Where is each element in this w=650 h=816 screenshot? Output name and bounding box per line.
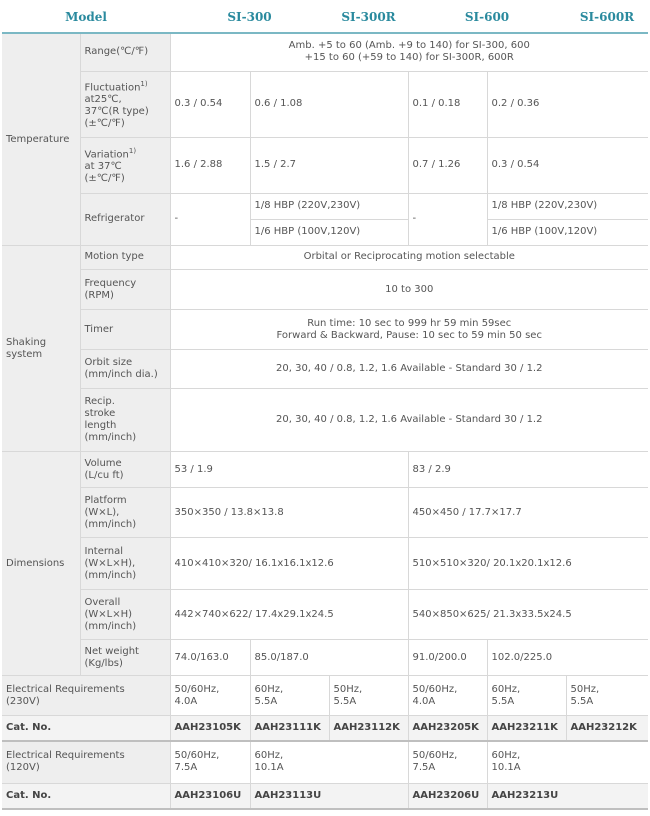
refrigerator-row-230 bbox=[2, 193, 648, 219]
fluct-si300: 0.3 / 0.54 bbox=[170, 71, 250, 137]
variation-label bbox=[80, 137, 170, 193]
orbit-label-a: Orbit size bbox=[84, 357, 133, 368]
internal-label-c: (mm/inch) bbox=[84, 569, 137, 581]
cat120-row bbox=[2, 783, 648, 809]
orbit-label-b: (mm/inch dia.) bbox=[84, 369, 158, 380]
internal-si300: 410×410×320/ 16.1x16.1x12.6 bbox=[170, 538, 408, 590]
internal-label-b: (W×L×H), bbox=[84, 557, 136, 569]
elec120-row bbox=[2, 741, 648, 783]
weight-row bbox=[2, 640, 648, 676]
var-si300r: 1.5 / 2.7 bbox=[250, 137, 408, 193]
cat120-n3: AAH23206U bbox=[408, 783, 487, 809]
model-si600: SI-600 bbox=[408, 2, 566, 33]
fluct-si600r: 0.2 / 0.36 bbox=[487, 71, 648, 137]
volume-si300: 53 / 1.9 bbox=[170, 452, 408, 488]
timer-line1: Run time: 10 sec to 999 hr 59 min 59sec bbox=[307, 317, 512, 329]
recip-label-b: stroke bbox=[84, 408, 116, 419]
fluct-label-d: (±℃/℉) bbox=[84, 118, 125, 130]
elec120-label bbox=[2, 741, 170, 783]
fluct-si300r: 0.6 / 1.08 bbox=[250, 71, 408, 137]
elec120-c3-a: 50/60Hz, bbox=[412, 750, 458, 762]
var-label-c: (±℃/℉) bbox=[84, 173, 125, 185]
internal-label bbox=[80, 538, 170, 590]
refrig-si600r-120: 1/6 HBP (100V,120V) bbox=[487, 219, 648, 245]
timer-line2: Forward & Backward, Pause: 10 sec to 59 min 50 sec bbox=[276, 329, 542, 341]
var-label-a: Variation bbox=[84, 149, 129, 161]
elec120-c3-b: 7.5A bbox=[412, 762, 436, 774]
cat120-label: Cat. No. bbox=[2, 783, 170, 809]
platform-si300: 350×350 / 13.8×13.8 bbox=[170, 488, 408, 538]
elec120-c3 bbox=[408, 741, 487, 783]
overall-si300: 442×740×622/ 17.4x29.1x24.5 bbox=[170, 590, 408, 640]
overall-row bbox=[2, 590, 648, 640]
fluctuation-label bbox=[80, 71, 170, 137]
weight-label-a: Net weight bbox=[84, 645, 139, 657]
motion-value: Orbital or Reciprocating motion selectable bbox=[170, 246, 648, 270]
weight-si600r: 102.0/225.0 bbox=[487, 640, 648, 676]
timer-label: Timer bbox=[80, 310, 170, 350]
elec120-c2-a: 60Hz, bbox=[254, 750, 284, 762]
elec230-c5-b: 5.5A bbox=[491, 695, 515, 707]
elec230-c5 bbox=[487, 676, 566, 716]
shaking-group-b: system bbox=[6, 348, 43, 360]
var-sup: 1) bbox=[128, 146, 137, 155]
volume-label-a: Volume bbox=[84, 457, 122, 469]
fluct-sup: 1) bbox=[140, 79, 148, 88]
timer-value bbox=[170, 310, 648, 350]
spec-table bbox=[2, 2, 648, 810]
elec230-label-b: (230V) bbox=[6, 695, 40, 707]
shaking-group bbox=[2, 246, 80, 452]
overall-label-c: (mm/inch) bbox=[84, 620, 137, 632]
orbit-label bbox=[80, 350, 170, 389]
recip-row bbox=[2, 389, 648, 452]
var-si300: 1.6 / 2.88 bbox=[170, 137, 250, 193]
elec230-c1-b: 4.0A bbox=[174, 695, 198, 707]
range-line1: Amb. +5 to 60 (Amb. +9 to 140) for SI-300, 600 bbox=[288, 40, 530, 52]
fluct-label-c: 37℃(R type) bbox=[84, 106, 149, 118]
elec120-c1-a: 50/60Hz, bbox=[174, 750, 220, 762]
fluctuation-row bbox=[2, 71, 648, 137]
cat230-n3: AAH23112K bbox=[329, 716, 408, 742]
orbit-value: 20, 30, 40 / 0.8, 1.2, 1.6 Available - Standard 30 / 1.2 bbox=[170, 350, 648, 389]
refrig-si600: - bbox=[408, 193, 487, 245]
overall-label-a: Overall bbox=[84, 596, 121, 608]
range-value bbox=[170, 33, 648, 71]
elec120-c2 bbox=[250, 741, 408, 783]
weight-si300: 74.0/163.0 bbox=[170, 640, 250, 676]
elec230-c6 bbox=[566, 676, 648, 716]
header-row bbox=[2, 2, 648, 33]
var-label-b: at 37℃ bbox=[84, 161, 122, 173]
elec230-c4 bbox=[408, 676, 487, 716]
elec230-c3 bbox=[329, 676, 408, 716]
shaking-group-a: Shaking bbox=[6, 336, 47, 348]
elec120-c4-b: 10.1A bbox=[491, 762, 521, 774]
internal-si600: 510×510×320/ 20.1x20.1x12.6 bbox=[408, 538, 648, 590]
elec230-row bbox=[2, 676, 648, 716]
elec120-c2-b: 10.1A bbox=[254, 762, 284, 774]
recip-value: 20, 30, 40 / 0.8, 1.2, 1.6 Available - Standard 30 / 1.2 bbox=[170, 389, 648, 452]
elec120-c1 bbox=[170, 741, 250, 783]
refrig-si300r-120: 1/6 HBP (100V,120V) bbox=[250, 219, 408, 245]
elec230-c2 bbox=[250, 676, 329, 716]
volume-label bbox=[80, 452, 170, 488]
motion-row bbox=[2, 246, 648, 270]
model-si300: SI-300 bbox=[170, 2, 329, 33]
model-header: Model bbox=[2, 2, 170, 33]
timer-row bbox=[2, 310, 648, 350]
platform-label-b: (W×L), bbox=[84, 506, 120, 518]
temperature-group: Temperature bbox=[2, 33, 80, 246]
volume-si600: 83 / 2.9 bbox=[408, 452, 648, 488]
frequency-row bbox=[2, 270, 648, 310]
cat230-n1: AAH23105K bbox=[170, 716, 250, 742]
elec120-label-b: (120V) bbox=[6, 762, 40, 774]
volume-label-b: (L/cu ft) bbox=[84, 469, 124, 481]
motion-label: Motion type bbox=[80, 246, 170, 270]
cat230-n4: AAH23205K bbox=[408, 716, 487, 742]
overall-label bbox=[80, 590, 170, 640]
dimensions-group: Dimensions bbox=[2, 452, 80, 676]
elec230-c4-a: 50/60Hz, bbox=[412, 683, 458, 695]
cat120-n4: AAH23213U bbox=[487, 783, 648, 809]
freq-label-b: (RPM) bbox=[84, 289, 114, 301]
var-si600: 0.7 / 1.26 bbox=[408, 137, 487, 193]
weight-si600: 91.0/200.0 bbox=[408, 640, 487, 676]
elec230-c2-b: 5.5A bbox=[254, 695, 278, 707]
cat230-n6: AAH23212K bbox=[566, 716, 648, 742]
cat120-n2: AAH23113U bbox=[250, 783, 408, 809]
range-line2: +15 to 60 (+59 to 140) for SI-300R, 600R bbox=[304, 52, 514, 64]
elec230-c1 bbox=[170, 676, 250, 716]
weight-si300r: 85.0/187.0 bbox=[250, 640, 408, 676]
refrig-si300r-230: 1/8 HBP (220V,230V) bbox=[250, 193, 408, 219]
volume-row bbox=[2, 452, 648, 488]
elec230-c1-a: 50/60Hz, bbox=[174, 683, 220, 695]
recip-label bbox=[80, 389, 170, 452]
platform-si600: 450×450 / 17.7×17.7 bbox=[408, 488, 648, 538]
platform-label bbox=[80, 488, 170, 538]
platform-label-a: Platform bbox=[84, 494, 127, 506]
model-si600r: SI-600R bbox=[566, 2, 648, 33]
refrig-si600r-230: 1/8 HBP (220V,230V) bbox=[487, 193, 648, 219]
frequency-label bbox=[80, 270, 170, 310]
frequency-value: 10 to 300 bbox=[170, 270, 648, 310]
overall-si600: 540×850×625/ 21.3x33.5x24.5 bbox=[408, 590, 648, 640]
elec230-c5-a: 60Hz, bbox=[491, 683, 521, 695]
elec120-c4 bbox=[487, 741, 648, 783]
weight-label bbox=[80, 640, 170, 676]
overall-label-b: (W×L×H) bbox=[84, 608, 133, 620]
elec230-c3-a: 50Hz, bbox=[333, 683, 363, 695]
elec230-label bbox=[2, 676, 170, 716]
elec230-c4-b: 4.0A bbox=[412, 695, 436, 707]
elec230-c3-b: 5.5A bbox=[333, 695, 357, 707]
range-label: Range(℃/℉) bbox=[80, 33, 170, 71]
elec230-c6-a: 50Hz, bbox=[570, 683, 600, 695]
cat230-label: Cat. No. bbox=[2, 716, 170, 742]
internal-label-a: Internal bbox=[84, 545, 124, 557]
cat120-n1: AAH23106U bbox=[170, 783, 250, 809]
cat230-n2: AAH23111K bbox=[250, 716, 329, 742]
fluct-si600: 0.1 / 0.18 bbox=[408, 71, 487, 137]
fluct-label-b: at25℃, bbox=[84, 94, 122, 106]
cat230-row bbox=[2, 716, 648, 742]
range-row bbox=[2, 33, 648, 71]
recip-label-d: (mm/inch) bbox=[84, 432, 137, 443]
platform-label-c: (mm/inch) bbox=[84, 518, 137, 530]
internal-row bbox=[2, 538, 648, 590]
elec120-c1-b: 7.5A bbox=[174, 762, 198, 774]
weight-label-b: (Kg/lbs) bbox=[84, 657, 123, 669]
orbit-row bbox=[2, 350, 648, 389]
var-si600r: 0.3 / 0.54 bbox=[487, 137, 648, 193]
elec230-c6-b: 5.5A bbox=[570, 695, 594, 707]
recip-label-c: length bbox=[84, 420, 117, 431]
elec120-c4-a: 60Hz, bbox=[491, 750, 521, 762]
freq-label-a: Frequency bbox=[84, 277, 137, 289]
elec120-label-a: Electrical Requirements bbox=[6, 750, 125, 762]
recip-label-a: Recip. bbox=[84, 396, 115, 407]
refrig-si300: - bbox=[170, 193, 250, 245]
refrigerator-label: Refrigerator bbox=[80, 193, 170, 245]
elec230-c2-a: 60Hz, bbox=[254, 683, 284, 695]
model-si300r: SI-300R bbox=[329, 2, 408, 33]
elec230-label-a: Electrical Requirements bbox=[6, 683, 125, 695]
variation-row bbox=[2, 137, 648, 193]
cat230-n5: AAH23211K bbox=[487, 716, 566, 742]
fluct-label-a: Fluctuation bbox=[84, 82, 141, 94]
platform-row bbox=[2, 488, 648, 538]
